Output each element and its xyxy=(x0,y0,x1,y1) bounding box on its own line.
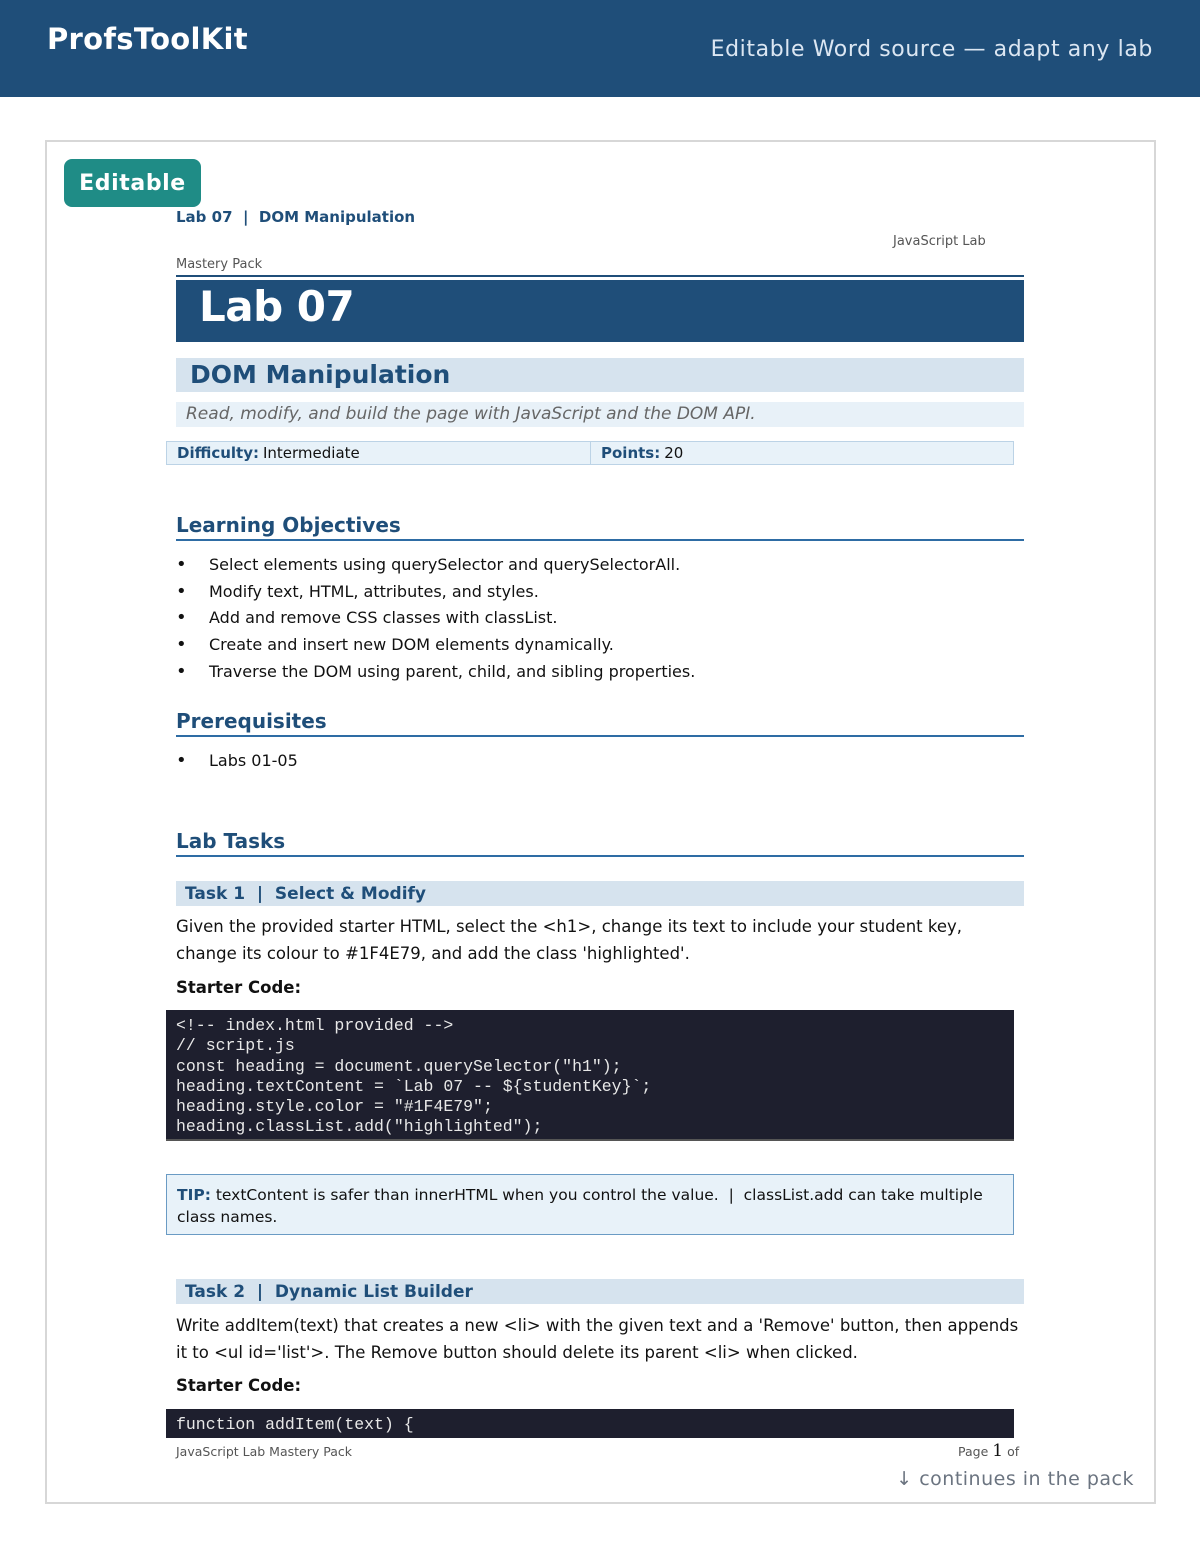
header-rule xyxy=(176,275,1024,277)
tip-text: textContent is safer than innerHTML when you control the value. | classList.add can take multiple class names. xyxy=(177,1186,988,1226)
list-item: • Select elements using querySelector and querySelectorAll. xyxy=(176,552,1024,579)
task1-heading: Task 1 | Select & Modify xyxy=(176,881,1024,906)
running-head-right: JavaScript Lab xyxy=(893,234,986,249)
page-word: Page xyxy=(958,1444,989,1459)
task2-body: Write addItem(text) that creates a new <li> with the given text and a 'Remove' button, then appends it to <ul id='list'>. The Remove button should delete its parent <li> when clicked. xyxy=(176,1316,1019,1362)
difficulty-label: Difficulty: xyxy=(177,444,259,462)
lab-tasks-heading: Lab Tasks xyxy=(176,829,1024,857)
objectives-heading: Learning Objectives xyxy=(176,513,1024,541)
list-item: • Create and insert new DOM elements dynamically. xyxy=(176,632,1024,659)
banner-tagline: Editable Word source — adapt any lab xyxy=(710,37,1153,62)
list-item: • Traverse the DOM using parent, child, and sibling properties. xyxy=(176,659,1024,686)
meta-table xyxy=(166,441,1014,465)
doc-subtitle: DOM Manipulation xyxy=(190,360,451,389)
doc-title: Lab 07 xyxy=(199,282,355,331)
brand-name: ProfsToolKit xyxy=(47,22,248,56)
task2-heading: Task 2 | Dynamic List Builder xyxy=(176,1279,1024,1304)
task1-code-block: <!-- index.html provided --> // script.js const heading = document.querySelector("h1"); heading.textContent = `Lab 07 -- ${studentKey}`; heading.style.color = "#1F4E79"; heading.classList.add("highlighted"); xyxy=(166,1010,1014,1141)
list-item: • Labs 01-05 xyxy=(176,748,1024,775)
footer-page-number xyxy=(958,1441,1019,1461)
prerequisites-heading: Prerequisites xyxy=(176,709,1024,737)
list-item: • Modify text, HTML, attributes, and styles. xyxy=(176,579,1024,606)
continues-note: ↓ continues in the pack xyxy=(890,1468,1140,1490)
list-item: • Add and remove CSS classes with classList. xyxy=(176,605,1024,632)
task1-body: Given the provided starter HTML, select the <h1>, change its text to include your student key, change its colour to #1F4E79, and add the class 'highlighted'. xyxy=(176,917,962,963)
running-head: Lab 07 | DOM Manipulation xyxy=(176,208,416,226)
points-value: 20 xyxy=(664,444,684,462)
difficulty-cell xyxy=(167,442,591,464)
of-word: of xyxy=(1007,1444,1020,1459)
page-num: 1 xyxy=(992,1441,1004,1461)
difficulty-value: Intermediate xyxy=(262,444,360,462)
doc-description: Read, modify, and build the page with JavaScript and the DOM API. xyxy=(186,404,756,424)
task1-starter-label: Starter Code: xyxy=(176,978,302,997)
footer-title: JavaScript Lab Mastery Pack xyxy=(176,1444,352,1459)
points-cell xyxy=(591,442,693,464)
points-label: Points: xyxy=(601,444,661,462)
task2-code-block: function addItem(text) { xyxy=(166,1409,1014,1438)
objectives-list xyxy=(176,552,1024,685)
pack-label: Mastery Pack xyxy=(176,257,263,272)
prerequisites-list xyxy=(176,748,1024,775)
tip-label: TIP: xyxy=(177,1186,211,1204)
top-banner xyxy=(0,0,1200,97)
editable-badge: Editable xyxy=(64,159,201,207)
task2-starter-label: Starter Code: xyxy=(176,1376,302,1395)
tip-box xyxy=(166,1174,1014,1235)
